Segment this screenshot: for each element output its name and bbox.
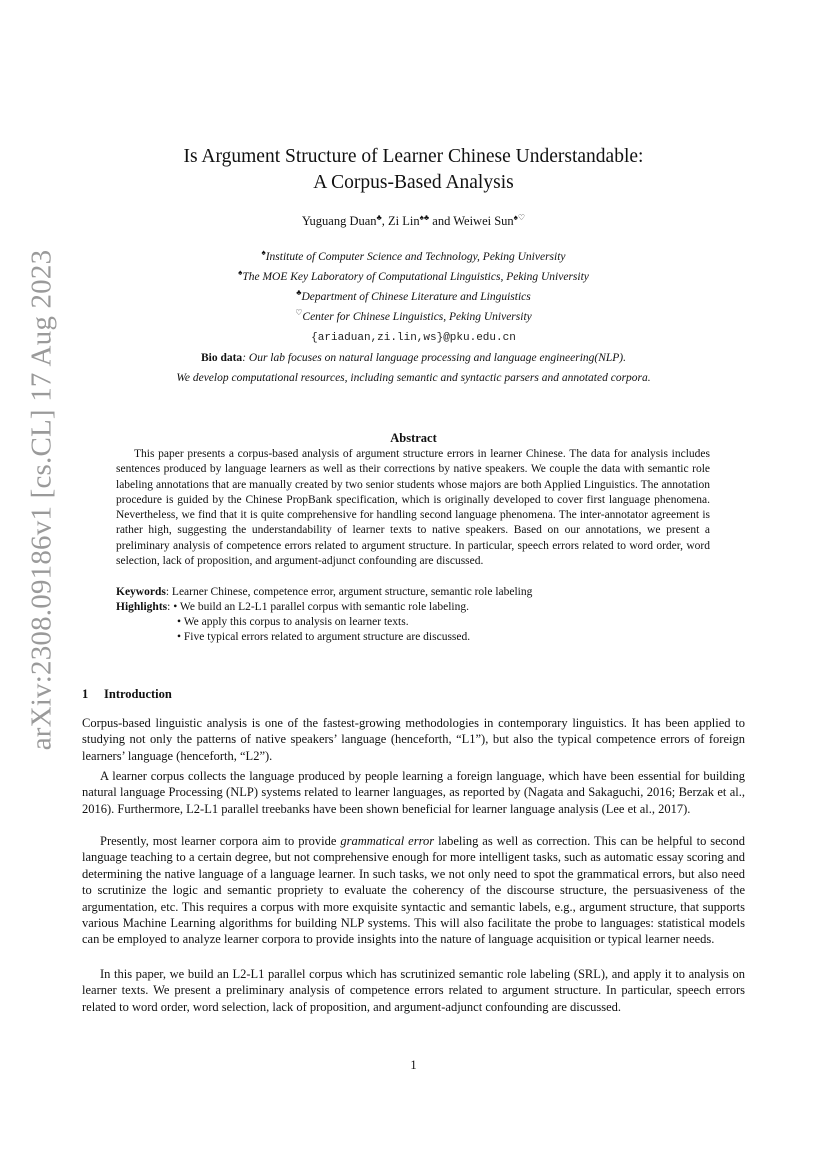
bio-data-line-2	[0, 372, 827, 384]
affiliation-line	[0, 268, 827, 283]
affiliation-mark: ♡	[295, 308, 303, 318]
keywords-label: Keywords	[116, 586, 166, 598]
keywords-text: : Learner Chinese, competence error, argument structure, semantic role labeling	[165, 586, 533, 598]
affiliation-mark: ♣	[296, 288, 302, 298]
section-title: Introduction	[104, 687, 172, 701]
highlights-line	[177, 630, 470, 645]
author-affiliation-mark: ♠♣	[419, 212, 430, 222]
author-name: Yuguang Duan	[301, 214, 377, 228]
author-affiliation-mark: ♣	[376, 212, 382, 222]
paragraph: Corpus-based linguistic analysis is one of the fastest-growing methodologies in contemporary linguistics. It has been applied to studying not only the patterns of native speakers’ language (henceforth, “L1”), but also the typical competence errors of foreign learners’ language (henceforth, “L2”).	[82, 716, 745, 763]
author-list	[0, 214, 827, 229]
paper-title	[0, 144, 827, 196]
author-email[interactable]: {ariaduan,zi.lin,ws}@pku.edu.cn	[311, 332, 516, 344]
arxiv-sidebar	[22, 249, 62, 751]
paragraph-emphasis: grammatical error	[340, 834, 435, 848]
bio-data-label: Bio data	[200, 352, 243, 364]
affiliation-text: Department of Chinese Literature and Linguistics	[301, 291, 531, 303]
bio-data-line-1	[0, 352, 827, 364]
section-heading	[82, 687, 172, 702]
paragraph	[82, 833, 745, 948]
abstract-body: This paper presents a corpus-based analysis of argument structure errors in learner Chinese. The data for analysis includes sentences produced by language learners as well as their corrections by native speakers. We couple the data with semantic role labeling annotations that are manually created by two senior students whose majors are both Applied Linguistics. The annotation procedure is guided by the Chinese PropBank specification, which is originally developed to cover first language phenomena. Nevertheless, we find that it is quite comprehensive for handling second language phenomena. The inter-annotator agreement is rather high, suggesting the understandability of learner texts to native speakers. Based on our annotations, we present a preliminary analysis of competence errors related to argument structure. In particular, speech errors related to word order, word selection, lack of proposition, and argument-adjunct confounding are discussed.	[116, 448, 710, 568]
bio-data-text: We develop computational resources, including semantic and syntactic parsers and annotated corpora.	[176, 372, 651, 384]
title-line-2: A Corpus-Based Analysis	[313, 172, 514, 193]
bio-data-text: : Our lab focuses on natural language processing and language engineering(NLP).	[242, 352, 627, 364]
paragraph-text: Presently, most learner corpora aim to provide	[100, 834, 341, 848]
bullet-icon: •	[173, 601, 178, 613]
author-separator: ,	[381, 214, 389, 228]
affiliation-text: Center for Chinese Linguistics, Peking University	[302, 311, 532, 323]
paragraph-text: labeling as well as correction. This can be helpful to second language teaching to a certain degree, but not comprehensive enough for more intelligent tasks, such as automatic essay scoring and determining the native language of a language learner. In such tasks, we not only need to spot the grammatical errors, but also need to scrutinize the logic and semantic propriety to evaluate the coherency of the discourse structure, the persuasiveness of the argumentation, etc. This requires a corpus with more exquisite syntactic and semantic labels, e.g., argument structure, that supports various Machine Learning algorithms for building NLP systems. This will also facilitate the probe to languages: statistical models can be employed to analyze learner corpora to provide insights into the nature of language acquisition or typical learner needs.	[82, 834, 745, 947]
affiliation-line	[0, 308, 827, 323]
page-number: 1	[410, 1058, 417, 1072]
highlight-item: We build an L2-L1 parallel corpus with semantic role labeling.	[179, 601, 469, 613]
abstract-heading: Abstract	[390, 431, 437, 445]
affiliation-text: Institute of Computer Science and Technology, Peking University	[265, 251, 566, 263]
author-separator: and	[429, 214, 454, 228]
section-number: 1	[82, 687, 89, 701]
highlight-item: We apply this corpus to analysis on learner texts.	[183, 616, 409, 628]
highlights-line	[116, 600, 469, 615]
keywords-line	[116, 585, 532, 600]
affiliation-mark: ♠	[261, 248, 266, 258]
highlights-label: Highlights	[116, 601, 168, 613]
affiliation-text: The MOE Key Laboratory of Computational Linguistics, Peking University	[242, 271, 589, 283]
author-name: Weiwei Sun	[453, 214, 514, 228]
author-name: Zi Lin	[388, 214, 420, 228]
bullet-icon: •	[177, 616, 182, 628]
paragraph: In this paper, we build an L2-L1 parallel corpus which has scrutinized semantic role labeling (SRL), and apply it to analysis on learner texts. We present a preliminary analysis of competence errors related to argument structure. In particular, speech errors related to word order, word selection, lack of proposition, and argument-adjunct confounding are discussed.	[82, 967, 745, 1014]
affiliation-line	[0, 248, 827, 263]
paragraph: A learner corpus collects the language produced by people learning a foreign language, which have been essential for building natural language Processing (NLP) systems related to learner languages, as reported by (Nagata and Sakaguchi, 2016; Berzak et al., 2016). Furthermore, L2-L1 parallel treebanks have been shown beneficial for learner language analysis (Lee et al., 2017).	[82, 769, 745, 816]
arxiv-identifier[interactable]: arXiv:2308.09186v1 [cs.CL] 17 Aug 2023	[25, 249, 58, 751]
bullet-icon: •	[177, 631, 182, 643]
highlights-line	[177, 615, 409, 630]
highlights-colon: :	[167, 601, 174, 613]
affiliation-line	[0, 288, 827, 303]
affiliation-mark: ♠	[238, 268, 243, 278]
title-line-1: Is Argument Structure of Learner Chinese Understandable:	[183, 146, 644, 167]
author-affiliation-mark: ♠♡	[513, 212, 526, 222]
highlight-item: Five typical errors related to argument structure are discussed.	[183, 631, 471, 643]
